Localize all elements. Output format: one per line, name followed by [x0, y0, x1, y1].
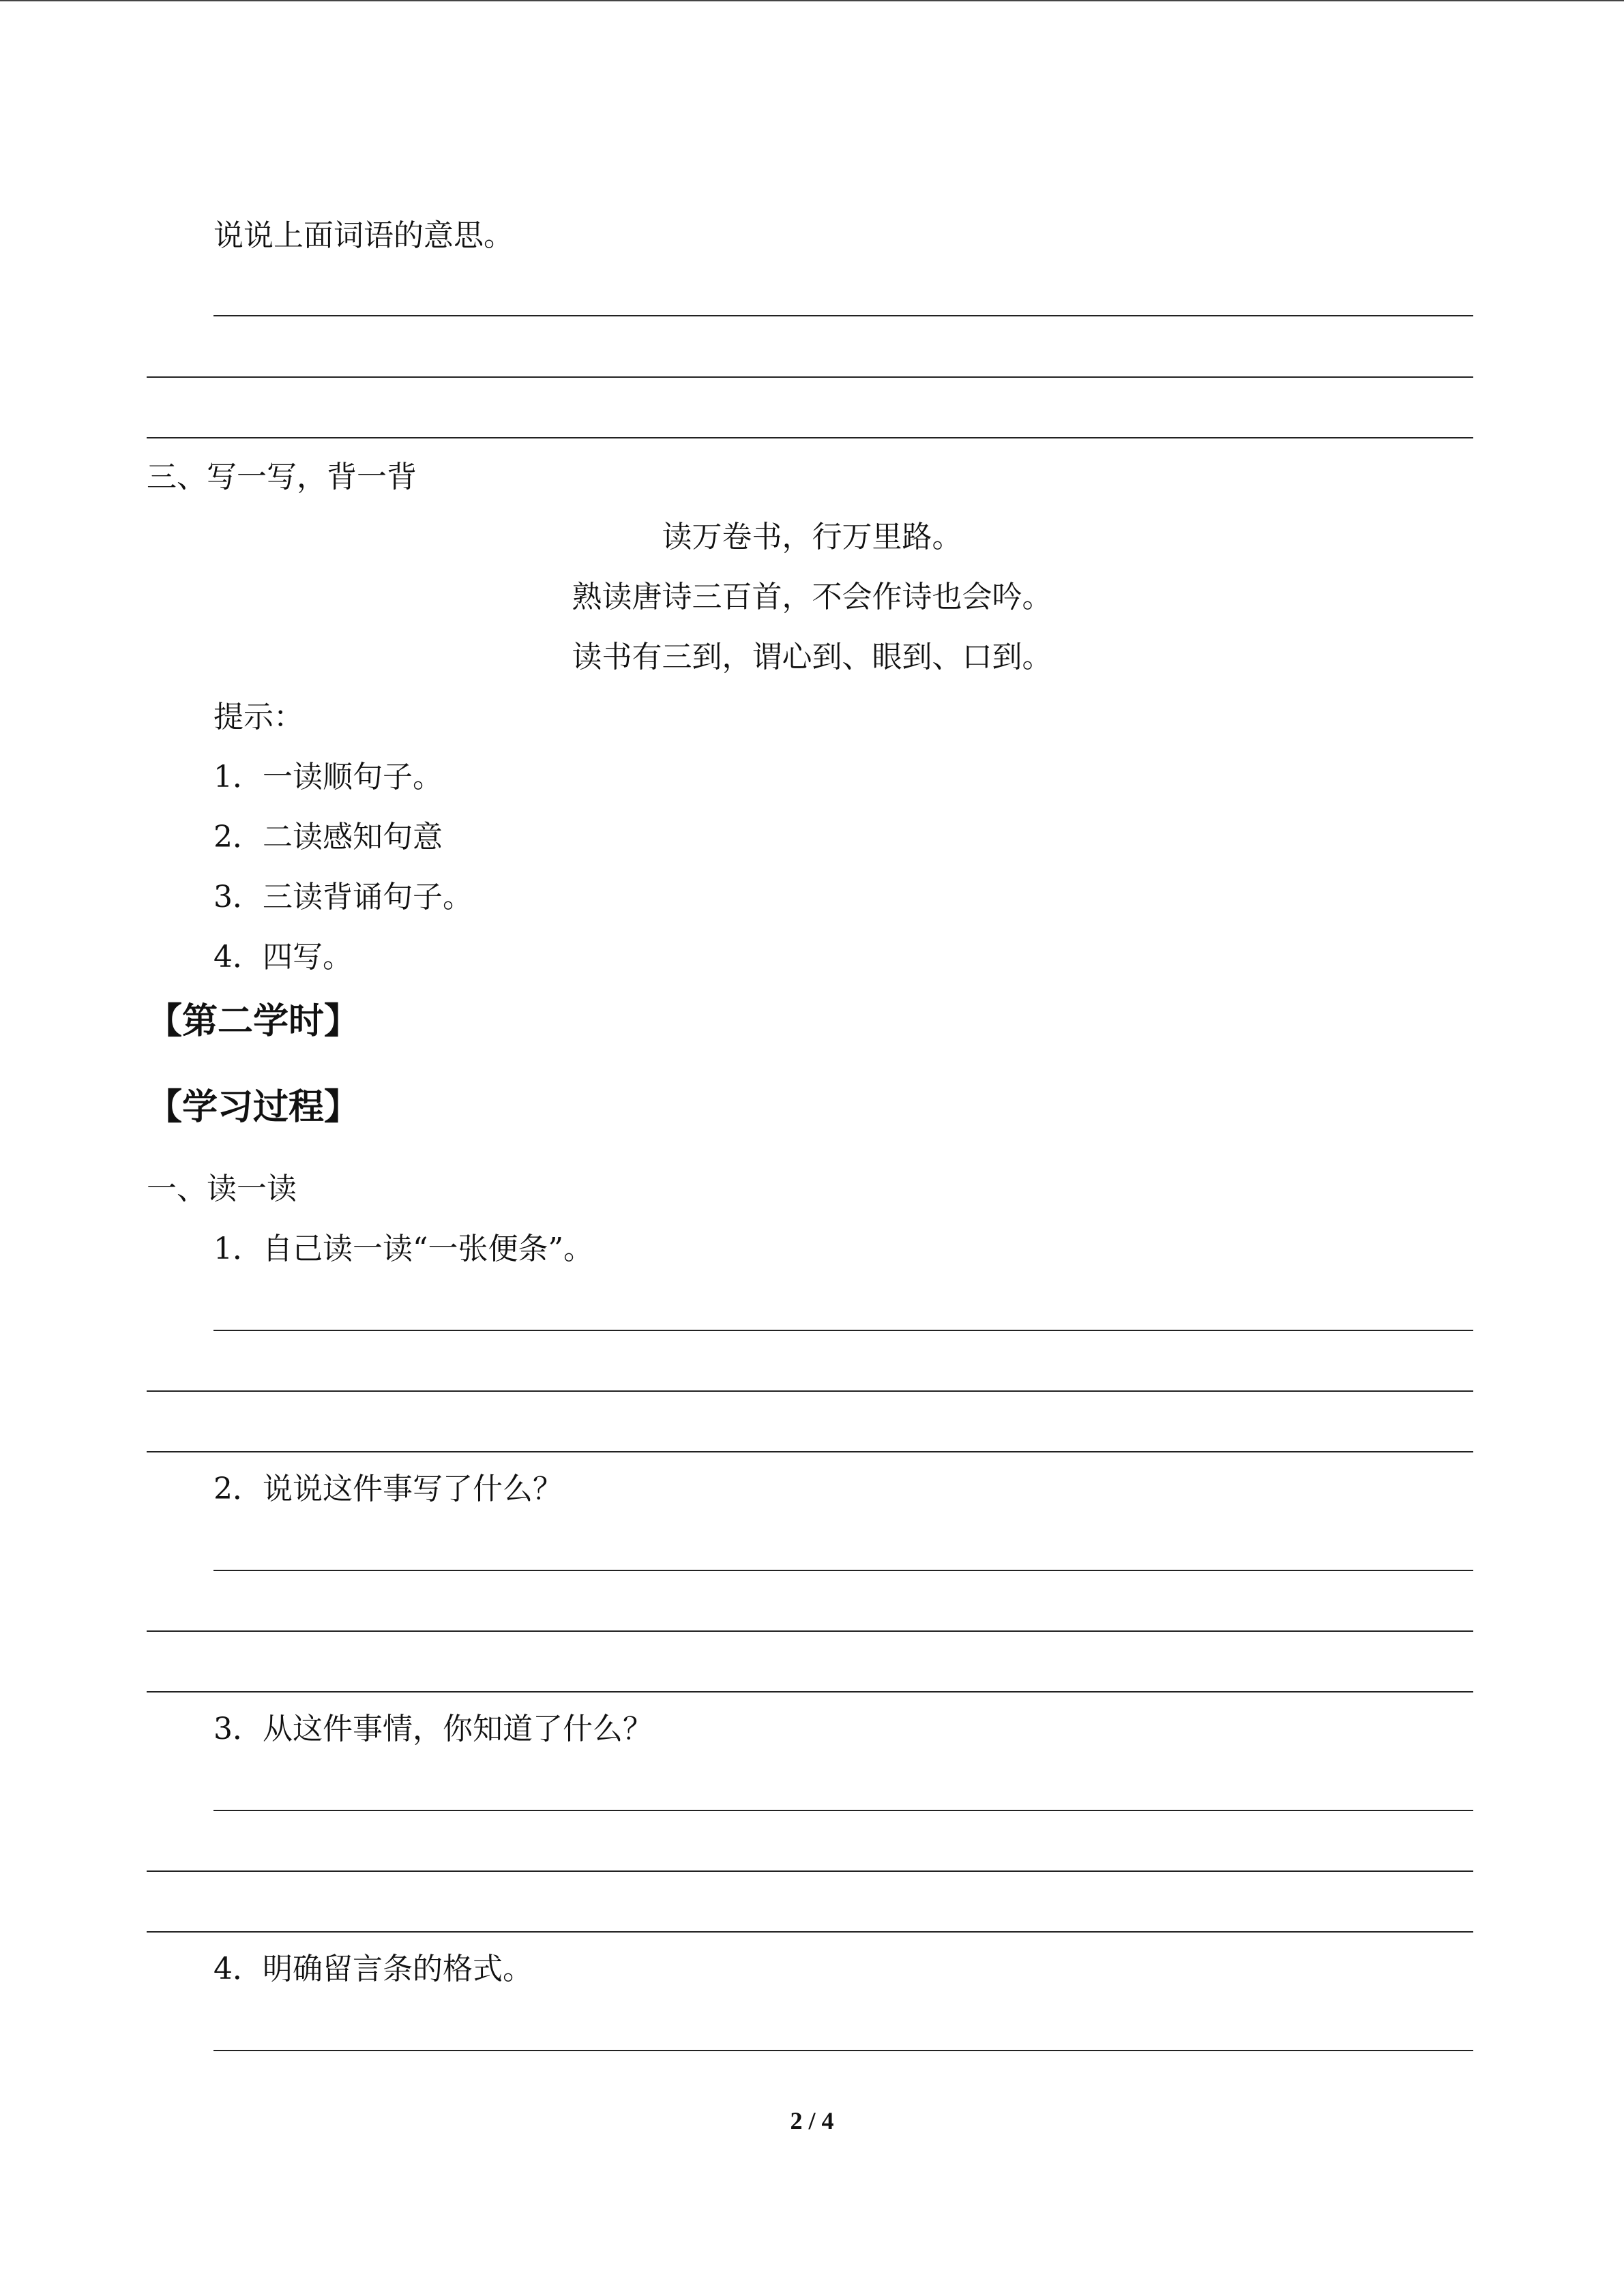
- process-title: 【学习过程】: [147, 1087, 360, 1128]
- part-heading: 一、读一读: [147, 1172, 297, 1206]
- section-heading: 三、写一写，背一背: [147, 460, 417, 494]
- poem-line: 读书有三到，谓心到、眼到、口到。: [572, 640, 1052, 674]
- answer-line: [147, 1870, 1473, 1872]
- answer-line: [147, 376, 1473, 378]
- answer-line: [147, 1630, 1473, 1632]
- answer-line: [147, 1390, 1473, 1392]
- answer-line: [213, 315, 1473, 316]
- answer-line: [147, 1451, 1473, 1452]
- tip-item: 4．四写。: [213, 940, 353, 974]
- answer-line: [213, 2050, 1473, 2051]
- answer-line: [213, 1810, 1473, 1811]
- question-item: 4．明确留言条的格式。: [213, 1952, 533, 1986]
- tip-item: 1．一读顺句子。: [213, 760, 443, 794]
- tip-item: 3．三读背诵句子。: [213, 880, 473, 914]
- tip-item: 2．二读感知句意: [213, 820, 443, 854]
- question-item: 2．说说这件事写了什么？: [213, 1472, 563, 1506]
- answer-line: [213, 1570, 1473, 1571]
- session-title: 【第二学时】: [147, 1001, 360, 1042]
- question-item: 3．从这件事情，你知道了什么？: [213, 1712, 653, 1746]
- answer-line: [213, 1330, 1473, 1331]
- tips-label: 提示：: [213, 700, 304, 734]
- answer-line: [147, 1931, 1473, 1933]
- poem-line: 熟读唐诗三百首，不会作诗也会吟。: [572, 580, 1052, 614]
- poem-line: 读万卷书，行万里路。: [662, 520, 962, 554]
- answer-line: [147, 1691, 1473, 1693]
- question-item: 1．自己读一读“一张便条”。: [213, 1232, 593, 1266]
- page-number: 2 / 4: [790, 2107, 834, 2134]
- word-meaning-prompt: 说说上面词语的意思。: [213, 218, 514, 253]
- answer-line: [147, 437, 1473, 438]
